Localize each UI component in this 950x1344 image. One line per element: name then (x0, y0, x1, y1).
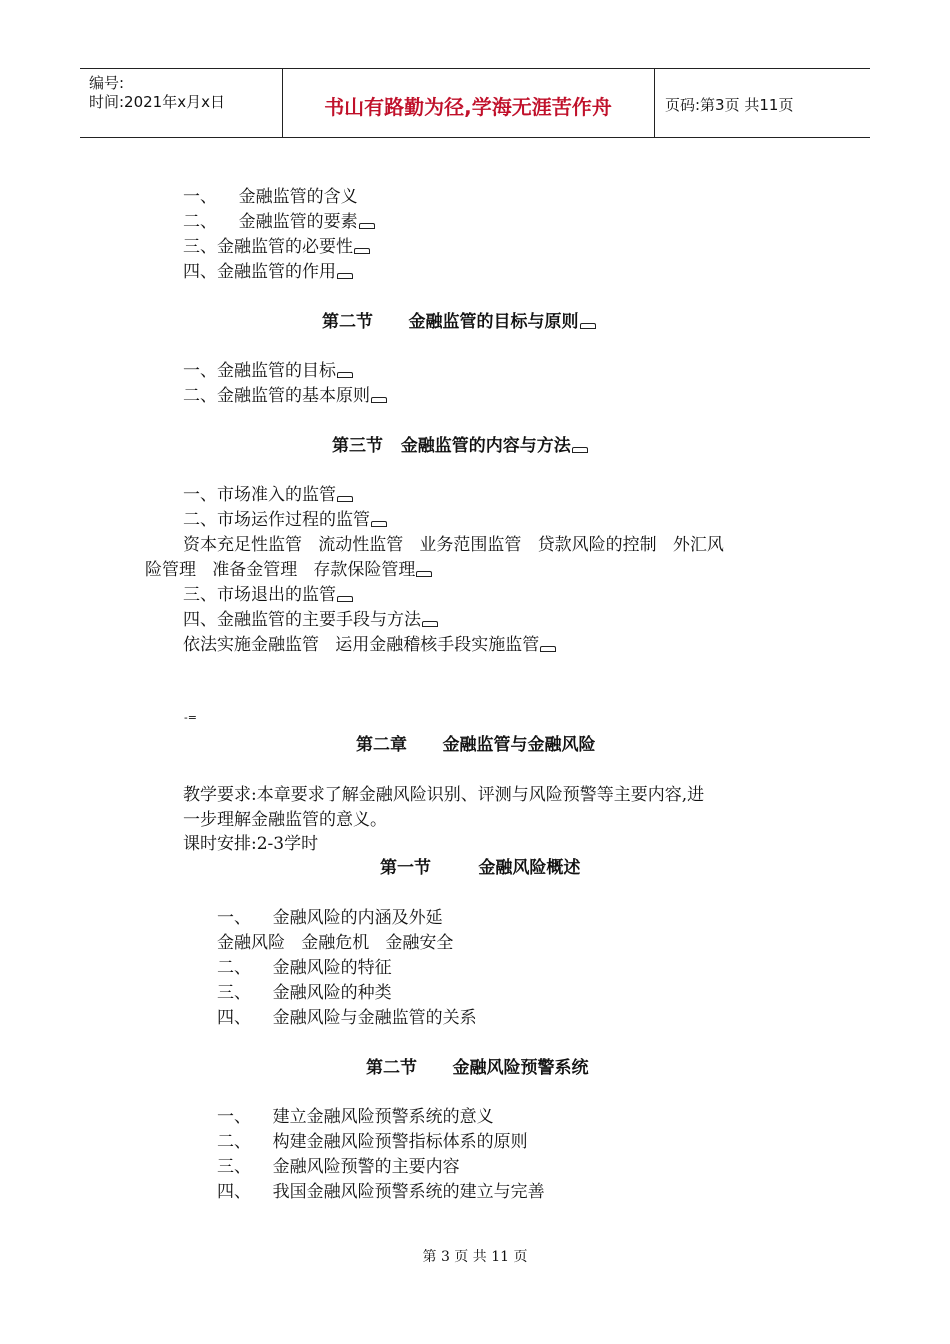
paragraph-line: 课时安排:2-3学时 (183, 834, 319, 854)
list-item: 二、 金融风险的特征 (217, 958, 392, 978)
list-item: 一、市场准入的监管 (183, 483, 353, 507)
header-page-cell (655, 69, 870, 137)
list-item: 二、 构建金融风险预警指标体系的原则 (217, 1132, 528, 1152)
list-item: 二、市场运作过程的监管 (183, 508, 387, 532)
chapter-title: 第二章 金融监管与金融风险 (356, 735, 596, 755)
header-page-info: 页码:第3页 共11页 (665, 96, 794, 114)
list-item: 一、 金融风险的内涵及外延 (217, 908, 443, 928)
return-mark-icon (371, 520, 387, 527)
list-item: 一、 金融监管的含义 (183, 187, 358, 207)
list-item: 一、金融监管的目标 (183, 359, 353, 383)
list-item: 四、金融监管的作用 (183, 260, 353, 284)
page-header (80, 68, 870, 138)
list-item: 四、金融监管的主要手段与方法 (183, 608, 438, 632)
return-mark-icon (416, 570, 432, 577)
return-mark-icon (337, 495, 353, 502)
list-item: 二、 金融监管的要素 (183, 210, 375, 234)
paragraph-line: 一步理解金融监管的意义。 (183, 810, 387, 830)
list-item: 三、金融监管的必要性 (183, 235, 370, 259)
document-number-label: 编号: (89, 74, 125, 92)
return-mark-icon (422, 620, 438, 627)
return-mark-icon (572, 446, 588, 453)
return-mark-icon (354, 247, 370, 254)
list-item: 二、金融监管的基本原则 (183, 384, 387, 408)
page-footer: 第 3 页 共 11 页 (422, 1249, 528, 1265)
list-item: 四、 我国金融风险预警系统的建立与完善 (217, 1182, 545, 1202)
header-motto: 书山有路勤为径,学海无涯苦作舟 (324, 95, 612, 119)
section-heading: 第一节 金融风险概述 (380, 858, 581, 878)
paragraph-line: 教学要求:本章要求了解金融风险识别、评测与风险预警等主要内容,进 (183, 785, 705, 805)
small-mark: -= (184, 711, 197, 724)
list-item: 三、 金融风险的种类 (217, 983, 392, 1003)
header-meta-cell (80, 69, 283, 137)
return-mark-icon (337, 272, 353, 279)
return-mark-icon (337, 371, 353, 378)
header-motto-cell (282, 69, 655, 137)
return-mark-icon (540, 645, 556, 652)
document-date-label: 时间:2021年x月x日 (89, 93, 225, 111)
list-item: 四、 金融风险与金融监管的关系 (217, 1008, 477, 1028)
list-item: 三、市场退出的监管 (183, 583, 353, 607)
section-heading: 第二节 金融风险预警系统 (366, 1058, 589, 1078)
paragraph-line: 资本充足性监管 流动性监管 业务范围监管 贷款风险的控制 外汇风 (183, 535, 724, 555)
list-item: 金融风险 金融危机 金融安全 (217, 933, 454, 953)
paragraph-line: 险管理 准备金管理 存款保险管理 (145, 558, 432, 582)
return-mark-icon (359, 222, 375, 229)
paragraph-line: 依法实施金融监管 运用金融稽核手段实施监管 (183, 633, 556, 657)
section-heading: 第二节 金融监管的目标与原则 (322, 310, 596, 334)
list-item: 三、 金融风险预警的主要内容 (217, 1157, 460, 1177)
section-heading: 第三节 金融监管的内容与方法 (332, 434, 588, 458)
return-mark-icon (371, 396, 387, 403)
list-item: 一、 建立金融风险预警系统的意义 (217, 1107, 494, 1127)
return-mark-icon (337, 595, 353, 602)
return-mark-icon (580, 322, 596, 329)
